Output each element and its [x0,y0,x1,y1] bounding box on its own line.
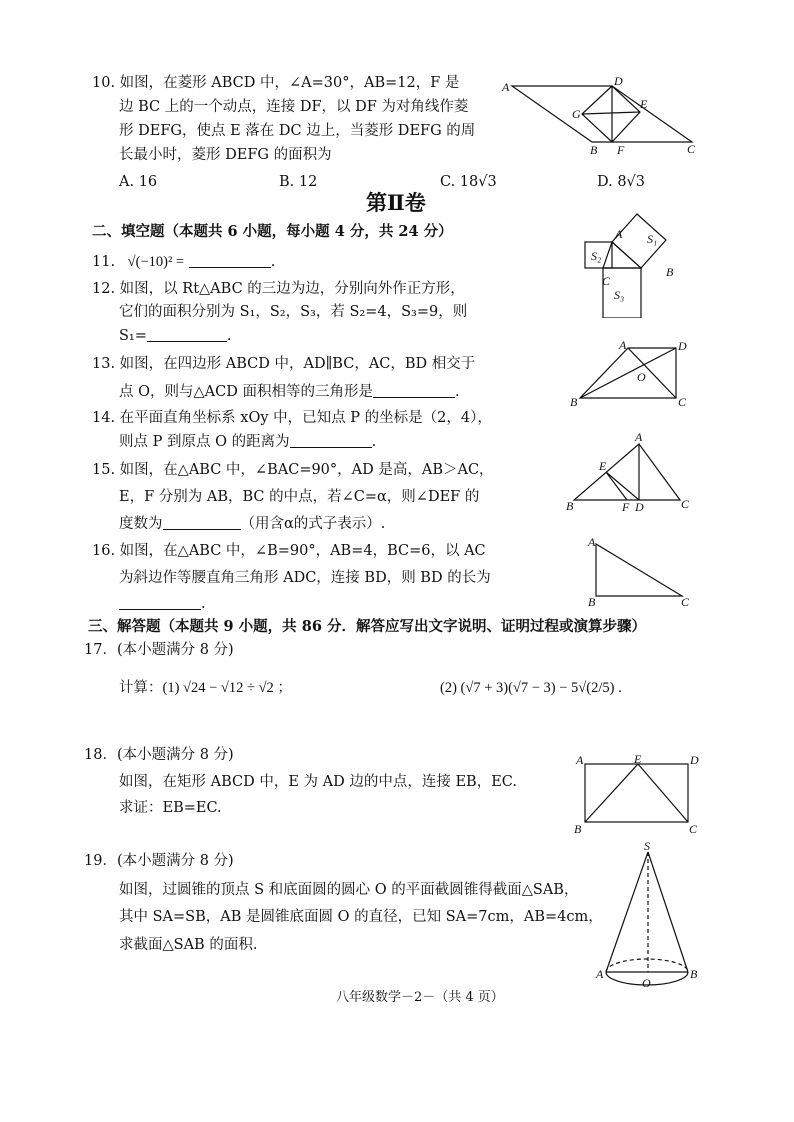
q19-label-a: A [596,967,604,981]
q13-label-b: B [570,395,578,409]
q18-label-d: D [690,753,699,767]
q17-heading: 17．(本小题满分 8 分) [84,642,234,658]
q13-answer-blank [373,383,455,398]
q18-label-a: A [576,753,584,767]
q12-label-c: C [602,274,611,288]
q18-label-c: C [689,822,698,836]
q19-line3: 求截面△SAB 的面积. [119,937,258,953]
q10-option-b: B. 12 [279,174,318,190]
q12-answer-blank [147,327,227,342]
q11-line: 11. √(−10)² = . [92,254,276,270]
q10-line2: 边 BC 上的一个动点，连接 DF，以 DF 为对角线作菱 [119,99,469,115]
q16-label-b: B [588,595,596,609]
q13-label-o: O [637,370,646,384]
q18-label-e: E [634,752,642,766]
q16-label-c: C [681,595,690,609]
q12-label-b: B [666,265,674,279]
q14-line1: 14. 在平面直角坐标系 xOy 中，已知点 P 的坐标是（2，4）， [92,410,492,426]
q13-label-c: C [678,395,687,409]
q10-option-a: A. 16 [119,174,158,190]
q19-line2: 其中 SA=SB，AB 是圆锥底面圆 O 的直径，已知 SA=7cm，AB=4cm， [119,909,603,925]
q11-expression: √(−10)² = [127,254,185,270]
section3-header: 三、解答题（本题共 9 小题，共 86 分．解答应写出文字说明、证明过程或演算步骤） [88,618,646,635]
q19-label-o: O [642,976,651,990]
q15-triangle-figure [562,430,694,514]
q15-label-a: A [635,430,643,444]
q19-label-s: S [644,839,650,853]
q15-line2: E，F 分别为 AB，BC 的中点，若∠C=α，则∠DEF 的 [119,489,480,505]
q11-prefix: 11. [92,254,116,270]
q10-label-f: F [617,143,625,156]
q12-label-s1: S₁ [647,232,658,246]
q12-label-s2: S₂ [591,249,602,263]
q18-rectangle-figure [570,752,702,836]
q10-label-d: D [614,74,623,88]
q16-label-a: A [588,535,596,549]
q13-label-a: A [619,338,627,352]
q15-line3 [119,514,385,534]
q18-line1: 如图，在矩形 ABCD 中，E 为 AD 边的中点，连接 EB，EC. [119,774,517,790]
q17-part2: (2) (√7 + 3)(√7 − 3) − 5√(2/5) . [440,680,622,696]
q12-label-s3: S₃ [614,288,625,302]
q10-label-a: A [502,80,510,94]
q19-cone-figure [594,838,704,994]
q13-line2: 点 O，则与△ACD 面积相等的三角形是 . [119,384,460,400]
q19-heading: 19．(本小题满分 8 分) [84,853,234,869]
q18-label-b: B [574,822,582,836]
q10-line4: 长最小时，菱形 DEFG 的面积为 [119,147,332,163]
page-footer: 八年级数学－2－（共 4 页） [336,990,504,1005]
q16-line1: 16. 如图，在△ABC 中，∠B=90°，AB=4，BC=6，以 AC [92,543,486,559]
q10-rhombus-figure [500,70,705,156]
q10-option-c: C. 18√3 [440,174,497,190]
q16-line3: . [119,594,206,614]
q15-text-b: （用含α的式子表示）. [240,516,386,532]
q12-line1: 12. 如图，以 Rt△ABC 的三边为边，分别向外作正方形， [92,281,465,297]
q10-label-c: C [687,142,696,156]
q15-text-a: 度数为 [119,516,163,532]
q12-s1-label: S₁= [119,328,147,344]
q15-label-e: E [599,459,607,473]
q12-label-a: A [615,227,623,241]
q10-label-e: E [640,97,648,111]
q10-option-d: D. 8√3 [597,174,646,190]
q12-squares-figure [582,196,702,318]
q10-line1: 10. 如图，在菱形 ABCD 中，∠A=30°，AB=12，F 是 [92,75,460,91]
q13-text: 点 O，则与△ACD 面积相等的三角形是 [119,384,373,400]
q19-label-b: B [690,967,698,981]
q19-line1: 如图，过圆锥的顶点 S 和底面圆的圆心 O 的平面截圆锥得截面△SAB， [119,882,579,898]
q13-label-d: D [678,339,687,353]
q14-line2: 则点 P 到原点 O 的距离为 . [119,434,377,450]
q15-label-d: D [635,500,644,514]
section2-title: 第Ⅱ卷 [366,190,426,215]
q18-heading: 18．(本小题满分 8 分) [84,747,234,763]
q13-line1: 13. 如图，在四边形 ABCD 中，AD∥BC，AC，BD 相交于 [92,356,476,372]
q10-line3: 形 DEFG，使点 E 落在 DC 边上，当菱形 DEFG 的周 [119,123,476,139]
q18-line2: 求证：EB=EC. [119,800,222,816]
q14-text: 则点 P 到原点 O 的距离为 [119,434,290,450]
q15-label-c: C [681,497,690,511]
q10-label-g: G [572,107,581,121]
q15-line1: 15. 如图，在△ABC 中，∠BAC=90°，AD 是高，AB＞AC， [92,462,494,478]
q15-answer-blank [163,515,241,530]
q13-trapezoid-figure [566,336,694,410]
q10-label-b: B [590,143,598,156]
q16-line2: 为斜边作等腰直角三角形 ADC，连接 BD，则 BD 的长为 [119,570,491,586]
q15-label-b: B [566,499,574,513]
q16-triangle-figure [582,532,694,610]
q11-answer-blank [189,253,271,268]
section2-header: 二、填空题（本题共 6 小题，每小题 4 分，共 24 分） [92,223,453,240]
q17-part1: 计算：(1) √24 − √12 ÷ √2 ； [119,680,292,696]
q12-line2: 它们的面积分别为 S₁，S₂，S₃，若 S₂=4，S₃=9，则 [119,304,468,320]
q12-line3: S₁= . [119,328,232,344]
q14-answer-blank [290,433,372,448]
q16-answer-blank [119,595,201,610]
q15-label-f: F [622,500,630,514]
